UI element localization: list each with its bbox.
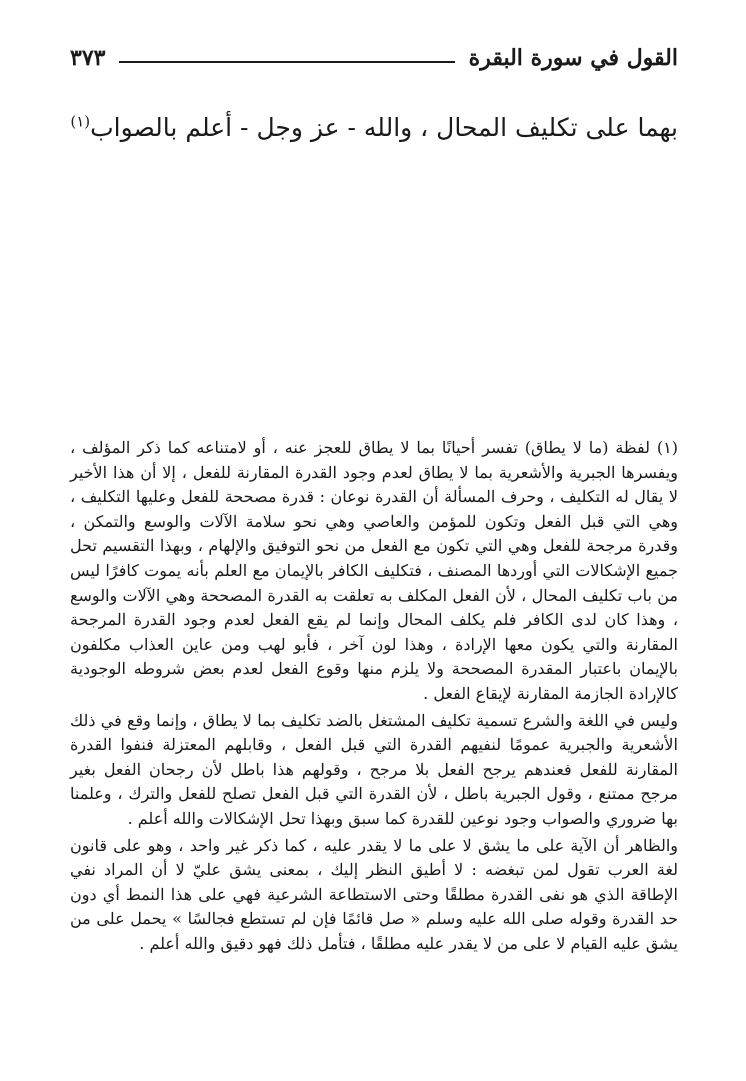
- footnote-reference: (١): [70, 112, 91, 131]
- page-number: ٣٧٣: [70, 45, 106, 71]
- footnote-paragraph-3: والظاهر أن الآية على ما يشق لا على ما لا يقدر عليه ، كما ذكر غير واحد ، وهو على قانون لغة العرب تقول لمن تبغضه : لا أطيق النظر إليك ، بمعنى يشق عليّ لا أن المراد نفي الإطاقة الذي هو نفى القدرة مطلقًا وحتى الاستطاعة الشرعية فهي على هذا النمط أي دون حد القدرة وقوله صلى الله عليه وسلم « صل قائمًا فإن لم تستطع فجالسًا » يحمل على من يشق عليه القيام لا على من لا يقدر عليه مطلقًا ، فتأمل ذلك فهو دقيق والله أعلم .: [70, 835, 678, 953]
- main-text-line: بهما على تكليف المحال ، والله - عز وجل - أعلم بالصواب: [90, 113, 678, 142]
- header-rule: [119, 61, 454, 63]
- footnote-paragraph-1: (١) لفظة (ما لا يطاق) تفسر أحيانًا بما لا يطاق للعجز عنه ، أو لامتناعه كما ذكر المؤلف ، ويفسرها الجبرية والأشعرية بما لا يطاق لعدم وجود القدرة المقارنة للفعل ، إلا أن هذا الأخير لا يقال له التكليف ، وحرف المسألة أن القدرة نوعان : قدرة مصححة للفعل وعليها التكليف ، وهي التي قبل الفعل وتكون للمؤمن والعاصي وهي نحو سلامة الآلات والوسع والتمكن ، وقدرة مرجحة للفعل وهي التي تكون مع الفعل من نحو التوفيق والإلهام ، وبهذا التقسيم تحل جميع الإشكالات التي أوردها المصنف ، فتكليف الكافر بالإيمان مع العلم بأنه يموت كافرًا ليس من باب تكليف المحال ، لأن الفعل المكلف به تعلقت به القدرة المصححة وهي الآلات والوسع ، وهذا كان لدى الكافر فلم يكلف المحال وإنما لم يقع الفعل لعدم وجود القدرة المرجحة المقارنة والتي يكون معها الإرادة ، وهذا لون آخر ، فأبو لهب ومن عاين العذاب مكلفون بالإيمان باعتبار المقدرة المصححة ولا يلزم منها وقوع الفعل لعدم بعض شروطه الوجودية كالإرادة الجازمة المقارنة لإيقاع الفعل .: [70, 438, 679, 703]
- main-text: [70, 108, 678, 148]
- footnote-paragraph-2: وليس في اللغة والشرع تسمية تكليف المشتغل بالضد تكليف بما لا يطاق ، وإنما وقع في ذلك الأشعرية والجبرية عمومًا لنفيهم القدرة التي قبل الفعل ، وقابلهم المعتزلة فنفوا القدرة المقارنة للفعل فعندهم يرجح الفعل بلا مرجح ، وقولهم هذا باطل لأن رجحان الفعل بغير مرجح ممتنع ، وقول الجبرية باطل ، لأن القدرة التي قبل الفعل تصلح للفعل والترك ، وعلمنا بها ضروري والصواب وجود نوعين للقدرة كما سبق وبهذا تحل الإشكالات والله أعلم .: [70, 710, 678, 828]
- footnotes: [70, 436, 678, 956]
- running-title: القول في سورة البقرة: [468, 45, 678, 71]
- page-header: [70, 38, 678, 78]
